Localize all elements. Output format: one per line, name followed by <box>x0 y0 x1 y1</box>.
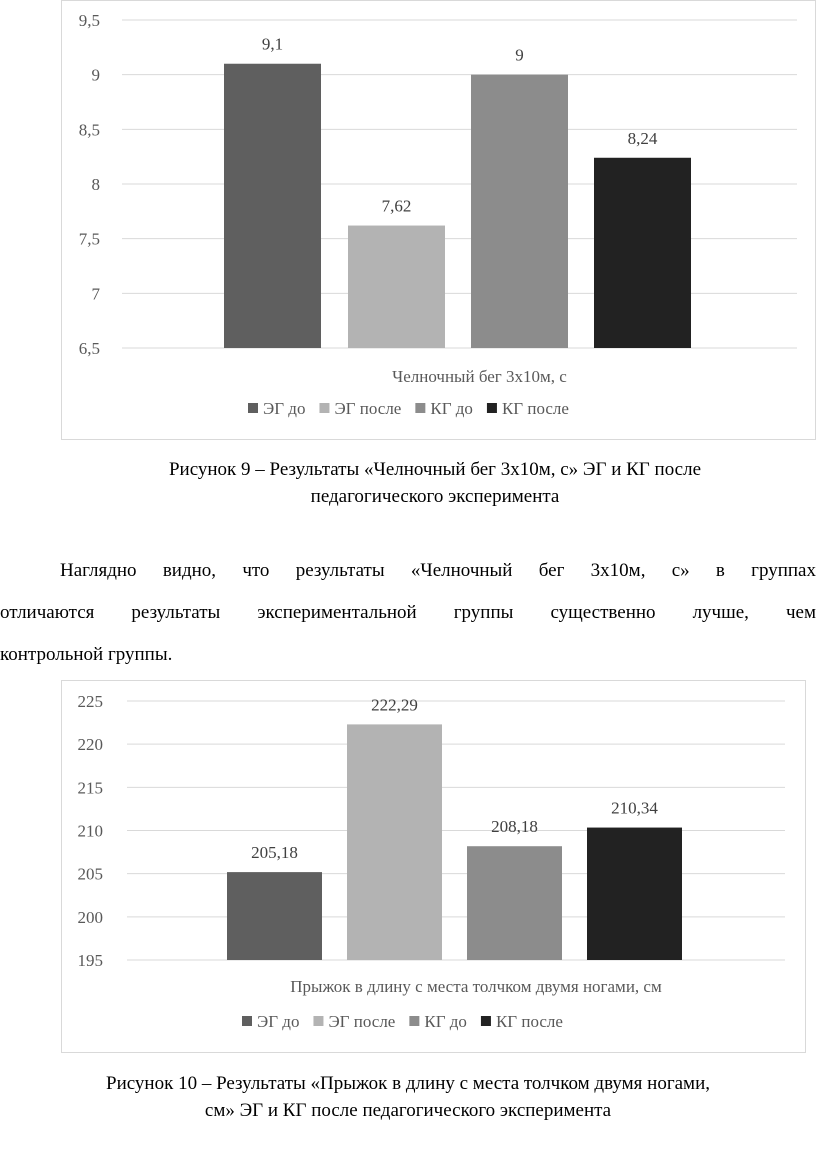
data-label: 8,24 <box>627 128 658 148</box>
y-tick-label: 6,5 <box>78 339 100 358</box>
legend-label: КГ до <box>430 399 473 418</box>
data-label: 9 <box>515 45 524 65</box>
bar <box>594 158 691 348</box>
legend-swatch <box>487 403 497 413</box>
bar <box>471 75 568 348</box>
bar <box>347 724 442 960</box>
data-label: 7,62 <box>381 196 412 216</box>
paragraph-line2: отличаются результаты экспериментальной группы существенно лучше, чем <box>0 602 816 623</box>
legend-swatch <box>242 1016 252 1026</box>
chart-shuttle-run <box>61 0 816 440</box>
figure-10-caption-line1: Рисунок 10 – Результаты «Прыжок в длину с места толчком двумя ногами, <box>106 1073 710 1094</box>
figure-10-caption-line2: см» ЭГ и КГ после педагогического эксперимента <box>204 1100 612 1121</box>
bar <box>348 226 445 348</box>
figure-10-caption <box>0 1070 816 1124</box>
bar <box>224 64 321 348</box>
data-label: 222,29 <box>371 695 418 715</box>
legend-label: ЭГ после <box>334 399 402 418</box>
y-tick-label: 225 <box>77 692 103 711</box>
y-tick-label: 200 <box>77 907 103 927</box>
chart-long-jump <box>61 680 806 1053</box>
y-tick-label: 9,5 <box>78 11 100 30</box>
data-label: 208,18 <box>491 817 538 837</box>
data-label: 210,34 <box>611 798 658 818</box>
y-tick-label: 205 <box>77 864 103 884</box>
legend-swatch <box>319 403 329 413</box>
legend-label: ЭГ до <box>263 399 306 418</box>
figure-9-caption <box>0 456 816 510</box>
figure-9-caption-line1: Рисунок 9 – Результаты «Челночный бег 3х10м, с» ЭГ и КГ после <box>168 459 702 480</box>
legend-swatch <box>481 1016 491 1026</box>
legend-label: ЭГ до <box>257 1012 300 1031</box>
bar <box>227 872 322 960</box>
y-tick-label: 8 <box>91 175 100 194</box>
legend-swatch <box>415 403 425 413</box>
legend-label: КГ после <box>501 399 569 418</box>
data-label: 205,18 <box>251 843 298 863</box>
legend-label: ЭГ после <box>328 1012 396 1031</box>
x-axis-label: Челночный бег 3х10м, с <box>392 367 567 386</box>
y-tick-label: 7 <box>91 284 100 304</box>
y-tick-label: 215 <box>77 778 103 798</box>
figure-9-caption-line2: педагогического эксперимента <box>310 486 560 507</box>
chart-shuttle-run-svg <box>62 1 815 439</box>
chart-long-jump-svg <box>62 681 805 1052</box>
paragraph-line1: Наглядно видно, что результаты «Челночный бег 3х10м, с» в группах <box>60 560 816 581</box>
legend-label: КГ до <box>424 1012 467 1031</box>
bar <box>467 846 562 960</box>
legend-swatch <box>248 403 258 413</box>
data-label: 9,1 <box>261 34 284 54</box>
y-tick-label: 220 <box>77 735 103 755</box>
y-tick-label: 8,5 <box>78 120 100 140</box>
bar <box>587 828 682 960</box>
y-tick-label: 7,5 <box>78 229 100 249</box>
y-tick-label: 210 <box>77 821 103 841</box>
body-paragraph <box>0 550 816 676</box>
x-axis-label: Прыжок в длину с места толчком двумя ногами, см <box>290 977 662 996</box>
paragraph-line3: контрольной группы. <box>0 644 173 665</box>
y-tick-label: 9 <box>91 65 100 85</box>
legend-label: КГ после <box>495 1012 563 1031</box>
legend-swatch <box>313 1016 323 1026</box>
y-tick-label: 195 <box>77 951 103 970</box>
legend-swatch <box>409 1016 419 1026</box>
